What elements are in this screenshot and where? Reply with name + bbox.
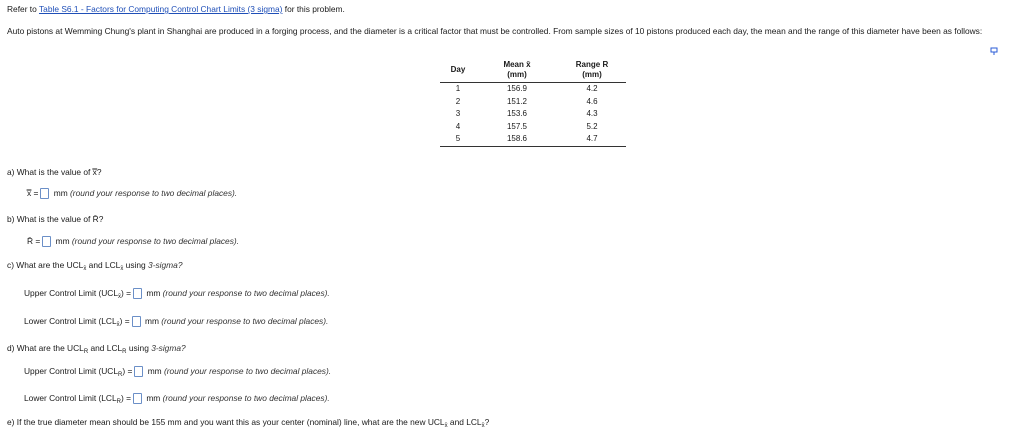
cell-day: 1 <box>455 84 461 93</box>
lcl-r-close: ) = <box>120 393 131 403</box>
header-mean <box>476 58 558 83</box>
header-suffix: for this problem. <box>284 4 345 14</box>
question-d-using: using <box>128 343 149 353</box>
lcl-x-unit: mm <box>144 316 159 326</box>
question-e-mid: and LCL <box>449 417 482 427</box>
question-c-sub2: x̄ <box>120 266 124 272</box>
answer-a-unit: mm <box>53 188 68 198</box>
question-e <box>7 417 489 429</box>
question-d-em: 3-sigma? <box>151 343 186 353</box>
header-mean-line1: Mean x̄ <box>503 60 531 69</box>
cell-range: 4.2 <box>586 84 598 93</box>
ucl-r-close: ) = <box>122 366 133 376</box>
header-range-line1: Range R <box>575 60 609 69</box>
cell-range: 4.7 <box>558 133 626 146</box>
table-row <box>440 83 626 96</box>
header-range <box>558 58 626 83</box>
header-prefix: Refer to <box>7 4 37 14</box>
answer-d-ucl-row <box>24 366 331 378</box>
lcl-x-hint: (round your response to two decimal places). <box>161 316 329 326</box>
answer-d-lcl-row <box>24 393 330 405</box>
answer-a-label: x̿ = <box>27 188 39 198</box>
question-c-sub1: x̄ <box>83 266 87 272</box>
cell-mean: 151.2 <box>506 96 528 106</box>
cell-mean: 157.5 <box>506 121 528 131</box>
lcl-x-close: ) = <box>119 316 130 326</box>
answer-a-row <box>27 188 237 199</box>
answer-b-unit: mm <box>55 236 70 246</box>
lcl-x-label: Lower Control Limit (LCL <box>24 316 117 326</box>
ucl-x-unit: mm <box>146 288 161 298</box>
question-c-mid: and LCL <box>88 260 121 270</box>
question-d-mid: and LCL <box>90 343 123 353</box>
answer-c-lcl-row <box>24 316 328 328</box>
question-d-prefix: d) What are the UCL <box>7 343 84 353</box>
lcl-r-hint: (round your response to two decimal places). <box>162 393 330 403</box>
question-e-sub1: x̄ <box>444 423 448 429</box>
table-row <box>440 96 626 109</box>
cell-range: 4.3 <box>586 109 598 118</box>
answer-c-ucl-row <box>24 288 330 300</box>
answer-a-hint: (round your response to two decimal places). <box>70 188 238 198</box>
lcl-r-input[interactable] <box>133 393 142 404</box>
header-line <box>7 4 345 14</box>
lcl-x-sub: x̄ <box>116 322 120 328</box>
ucl-x-hint: (round your response to two decimal places). <box>162 288 330 298</box>
question-a: a) What is the value of x̿? <box>7 167 102 177</box>
header-mean-line2: (mm) <box>507 70 527 79</box>
cell-mean: 158.6 <box>476 133 558 146</box>
lcl-r-sub: R <box>116 399 121 405</box>
table-row <box>440 121 626 134</box>
table-s6-1-link[interactable]: Table S6.1 - Factors for Computing Control Chart Limits (3 sigma) <box>38 4 283 14</box>
ucl-r-unit: mm <box>147 366 162 376</box>
cell-day: 4 <box>455 121 461 131</box>
piston-data-table <box>440 58 626 147</box>
problem-statement: Auto pistons at Wemming Chung's plant in Shanghai are produced in a forging process, and the diameter is a critical factor that must be controlled. From sample sizes of 10 pistons produced each day, the mean and the range of this diameter have been as follows: <box>7 26 983 36</box>
question-e-sub2: x̄ <box>481 423 485 429</box>
lcl-x-input[interactable] <box>132 316 141 327</box>
pin-icon[interactable] <box>990 47 999 56</box>
table-header-row <box>440 58 626 83</box>
answer-b-hint: (round your response to two decimal places). <box>71 236 240 246</box>
cell-day: 3 <box>455 109 461 118</box>
cell-range: 5.2 <box>586 121 598 131</box>
ucl-r-sub: R <box>118 372 123 378</box>
ucl-x-label: Upper Control Limit (UCL <box>24 288 119 298</box>
question-c-em: 3-sigma? <box>148 260 183 270</box>
question-e-end: ? <box>484 417 490 427</box>
header-day: Day <box>440 58 476 83</box>
header-range-line2: (mm) <box>582 70 602 79</box>
cell-day: 5 <box>440 133 476 146</box>
ucl-x-sub: x̄ <box>118 294 122 300</box>
r-bar-input[interactable] <box>42 236 51 247</box>
ucl-r-input[interactable] <box>134 366 143 377</box>
cell-day: 2 <box>455 96 461 106</box>
question-b: b) What is the value of R̄? <box>7 214 104 224</box>
answer-b-row <box>27 236 239 247</box>
table-row <box>440 108 626 121</box>
question-d-sub2: R <box>122 349 127 355</box>
cell-mean: 153.6 <box>506 109 528 118</box>
question-d-sub1: R <box>83 349 89 355</box>
ucl-x-close: ) = <box>121 288 132 298</box>
answer-b-label: R̄ = <box>27 236 41 246</box>
question-c-using: using <box>125 260 146 270</box>
ucl-x-input[interactable] <box>133 288 142 299</box>
question-e-prefix: e) If the true diameter mean should be 155 mm and you want this as your center (nominal) line, what are the new UCL <box>7 417 445 427</box>
lcl-r-label: Lower Control Limit (LCL <box>24 393 117 403</box>
question-c <box>7 260 182 272</box>
table-row <box>440 133 626 146</box>
ucl-r-label: Upper Control Limit (UCL <box>24 366 119 376</box>
cell-range: 4.6 <box>586 96 598 106</box>
cell-mean: 156.9 <box>506 84 528 93</box>
x-double-bar-input[interactable] <box>40 188 49 199</box>
question-c-prefix: c) What are the UCL <box>7 260 84 270</box>
question-d <box>7 343 186 355</box>
ucl-r-hint: (round your response to two decimal places). <box>163 366 332 376</box>
lcl-r-unit: mm <box>146 393 161 403</box>
